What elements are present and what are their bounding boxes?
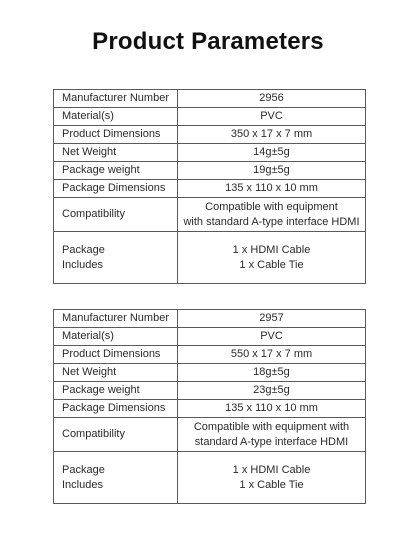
row-label: Product Dimensions	[54, 126, 178, 144]
row-label: Manufacturer Number	[54, 310, 178, 328]
row-label: Manufacturer Number	[54, 90, 178, 108]
row-label: Package weight	[54, 162, 178, 180]
package-row	[54, 452, 366, 504]
compatibility-label: Compatibility	[54, 198, 178, 232]
row-label: Package weight	[54, 382, 178, 400]
row-value: PVC	[178, 328, 366, 346]
table-row	[54, 126, 366, 144]
compatibility-line: with standard A-type interface HDMI	[183, 215, 360, 228]
compatibility-value	[178, 418, 366, 452]
compatibility-row	[54, 418, 366, 452]
table-row	[54, 310, 366, 328]
compatibility-line: Compatible with equipment with	[193, 420, 350, 433]
package-item: 1 x Cable Tie	[239, 258, 304, 271]
row-value: PVC	[178, 108, 366, 126]
table-row	[54, 162, 366, 180]
row-value: 135 x 110 x 10 mm	[178, 400, 366, 418]
row-value: 550 x 17 x 7 mm	[178, 346, 366, 364]
package-item: 1 x Cable Tie	[239, 478, 304, 491]
row-value: 23g±5g	[178, 382, 366, 400]
package-label-line: Package	[62, 463, 105, 476]
package-label-line: Includes	[62, 478, 103, 491]
table-row	[54, 382, 366, 400]
parameters-table-1	[53, 89, 366, 284]
parameters-table-2	[53, 309, 366, 504]
package-item: 1 x HDMI Cable	[232, 463, 311, 476]
row-value: 18g±5g	[178, 364, 366, 382]
row-value: 2956	[178, 90, 366, 108]
row-label: Material(s)	[54, 108, 178, 126]
package-contents	[178, 232, 366, 284]
row-value: 2957	[178, 310, 366, 328]
package-label	[54, 232, 178, 284]
table-row	[54, 180, 366, 198]
row-label: Net Weight	[54, 144, 178, 162]
package-label-line: Package	[62, 243, 105, 256]
package-label	[54, 452, 178, 504]
compatibility-line: Compatible with equipment	[205, 200, 338, 213]
package-label-line: Includes	[62, 258, 103, 271]
row-value: 19g±5g	[178, 162, 366, 180]
compatibility-label: Compatibility	[54, 418, 178, 452]
table-row	[54, 364, 366, 382]
compatibility-row	[54, 198, 366, 232]
row-label: Package Dimensions	[54, 400, 178, 418]
package-contents	[178, 452, 366, 504]
table-row	[54, 328, 366, 346]
page-title: Product Parameters	[92, 28, 324, 55]
compatibility-line: standard A-type interface HDMI	[194, 435, 349, 448]
row-value: 14g±5g	[178, 144, 366, 162]
row-value: 350 x 17 x 7 mm	[178, 126, 366, 144]
row-label: Product Dimensions	[54, 346, 178, 364]
row-label: Material(s)	[54, 328, 178, 346]
package-row	[54, 232, 366, 284]
row-value: 135 x 110 x 10 mm	[178, 180, 366, 198]
table-row	[54, 90, 366, 108]
compatibility-value	[178, 198, 366, 232]
table-row	[54, 144, 366, 162]
table-row	[54, 346, 366, 364]
row-label: Package Dimensions	[54, 180, 178, 198]
row-label: Net Weight	[54, 364, 178, 382]
package-item: 1 x HDMI Cable	[232, 243, 311, 256]
table-row	[54, 400, 366, 418]
table-row	[54, 108, 366, 126]
